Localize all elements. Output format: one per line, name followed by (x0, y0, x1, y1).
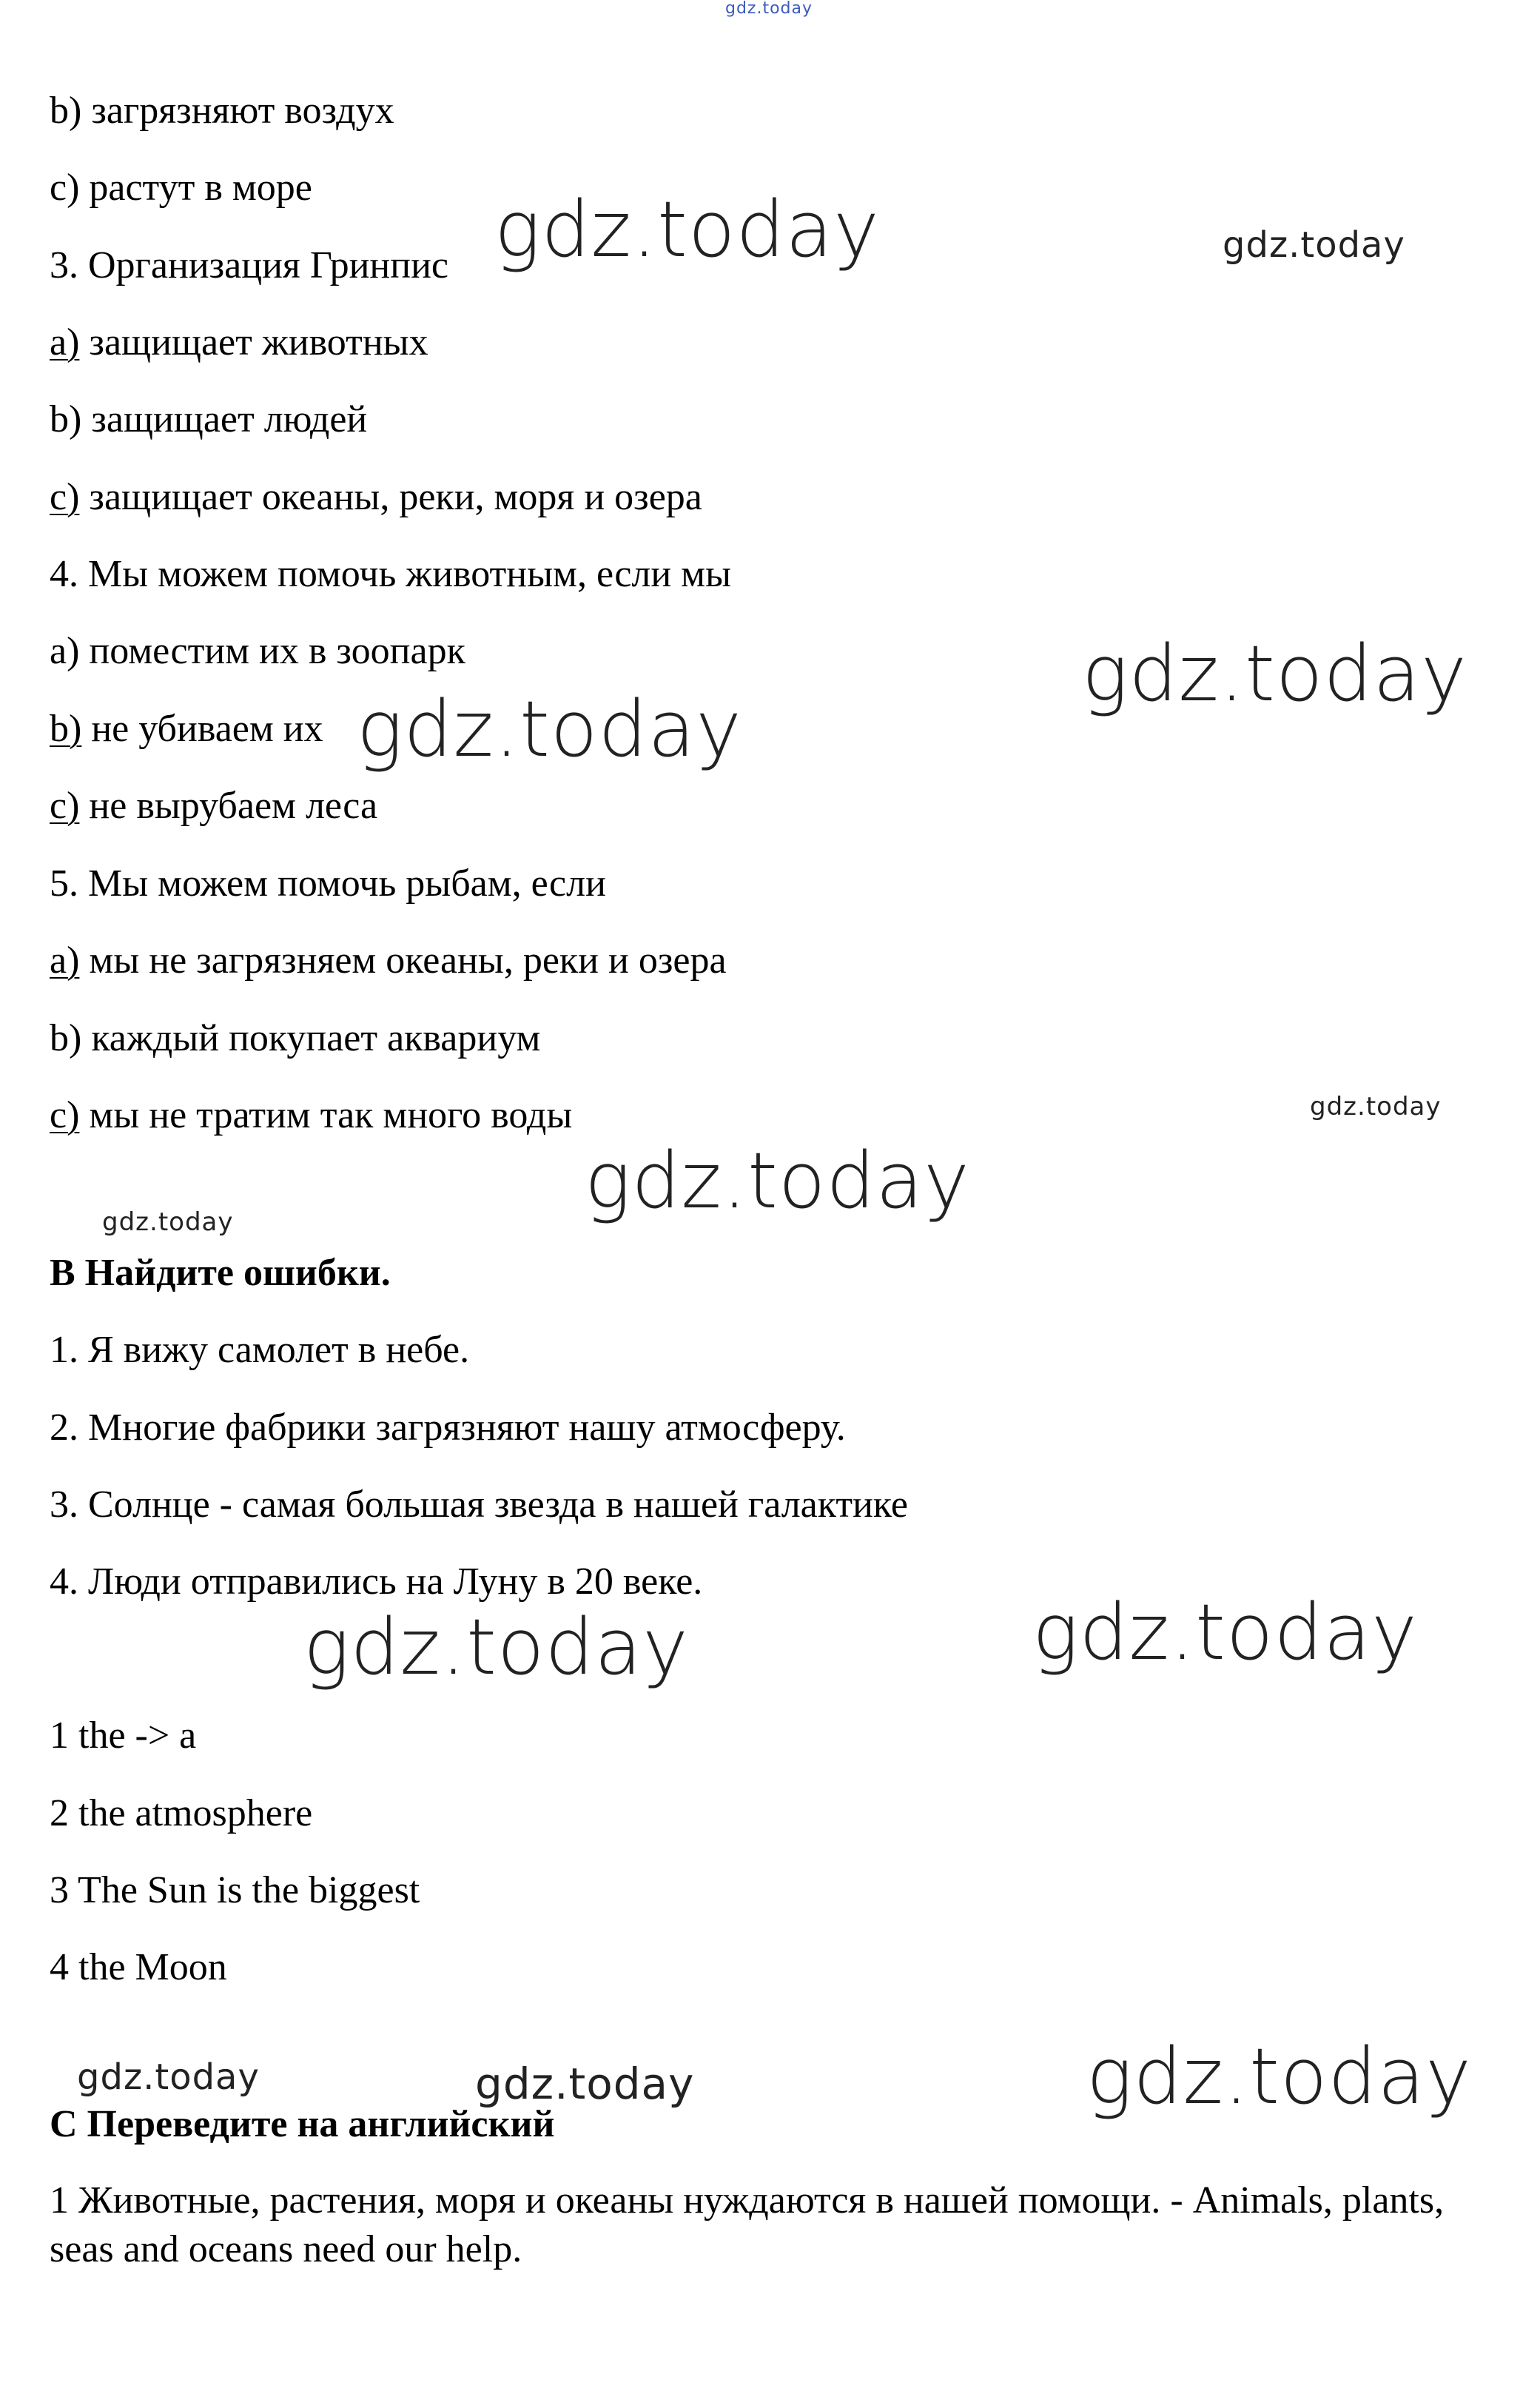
option-text: мы не тратим так много воды (79, 1094, 573, 1136)
watermark: gdz.today (357, 684, 742, 774)
option-label-underlined: a) (50, 321, 80, 363)
option-line (50, 939, 727, 983)
option-line: c) растут в море (50, 167, 312, 209)
option-text: не вырубаем леса (79, 785, 378, 827)
watermark: gdz.today (494, 184, 880, 275)
answer-line: 2 the atmosphere (50, 1792, 313, 1834)
option-text: защищает животных (79, 321, 428, 363)
watermark: gdz.today (1223, 224, 1405, 266)
watermark: gdz.today (1082, 628, 1467, 719)
section-b-heading: B Найдите ошибки. (50, 1252, 391, 1294)
option-text: не убиваем их (81, 708, 323, 750)
question-line: 5. Мы можем помочь рыбам, если (50, 862, 606, 905)
option-label-underlined: b) (50, 708, 82, 750)
option-line: b) каждый покупает аквариум (50, 1017, 541, 1059)
watermark: gdz.today (1032, 1587, 1418, 1677)
watermark: gdz.today (303, 1602, 689, 1692)
answer-line: 4 the Moon (50, 1946, 227, 1988)
option-line (50, 475, 702, 520)
option-text: защищает океаны, реки, моря и озера (79, 476, 702, 518)
option-label-underlined: c) (50, 1094, 80, 1136)
sentence-line: 3. Солнце - самая большая звезда в нашей галактике (50, 1483, 908, 1526)
watermark: gdz.today (475, 2059, 695, 2109)
watermark: gdz.today (585, 1136, 970, 1226)
sentence-line: 2. Многие фабрики загрязняют нашу атмосферу. (50, 1406, 846, 1449)
question-line: 4. Мы можем помочь животным, если мы (50, 553, 732, 595)
sentence-line: 1. Я вижу самолет в небе. (50, 1329, 470, 1371)
watermark-top: gdz.today (725, 0, 813, 18)
option-line (50, 784, 377, 828)
answer-line: 1 the -> a (50, 1714, 197, 1757)
answer-line: 3 The Sun is the biggest (50, 1869, 420, 1911)
translation-item: 1 Животные, растения, моря и океаны нуждаются в нашей помощи. - Animals, plants, seas and oceans need our help. (50, 2179, 1445, 2270)
option-line: a) поместим их в зоопарк (50, 630, 465, 672)
option-line: b) загрязняют воздух (50, 90, 394, 132)
option-line (50, 321, 428, 365)
watermark: gdz.today (1086, 2031, 1472, 2122)
watermark: gdz.today (1310, 1092, 1442, 1121)
watermark: gdz.today (102, 1207, 234, 1237)
section-c-heading: C Переведите на английский (50, 2103, 555, 2145)
option-label-underlined: c) (50, 785, 80, 827)
sentence-line: 4. Люди отправились на Луну в 20 веке. (50, 1560, 703, 1603)
option-line: b) защищает людей (50, 398, 368, 440)
question-line: 3. Организация Гринпис (50, 244, 448, 286)
option-label-underlined: a) (50, 939, 80, 982)
option-label-underlined: c) (50, 476, 80, 518)
option-line (50, 707, 323, 751)
option-line (50, 1093, 572, 1138)
option-text: мы не загрязняем океаны, реки и озера (79, 939, 727, 982)
watermark: gdz.today (77, 2056, 260, 2098)
